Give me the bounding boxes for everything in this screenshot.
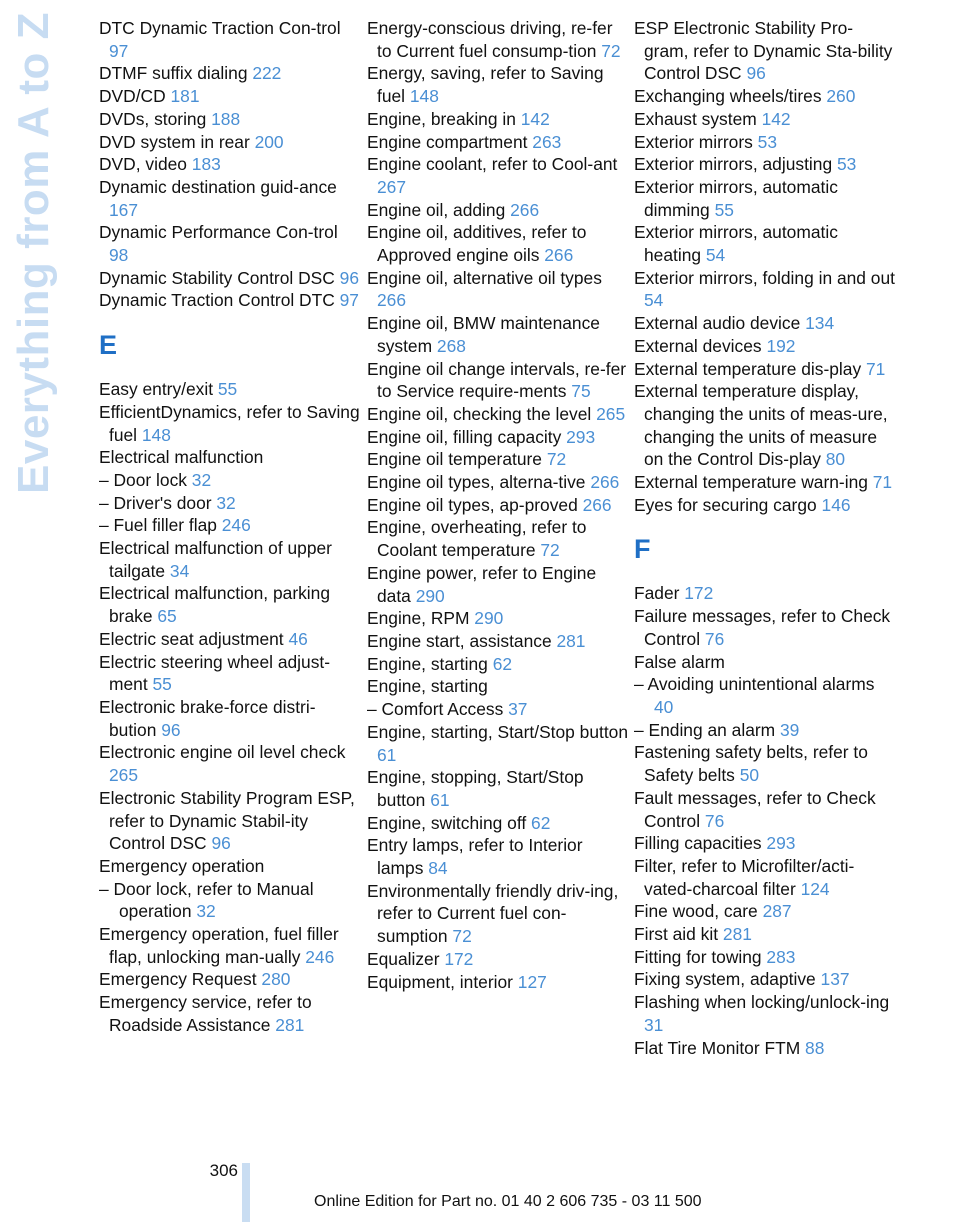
page-reference-link[interactable]: 46 — [288, 628, 308, 649]
page-reference-link[interactable]: 61 — [430, 789, 450, 810]
index-entry — [367, 108, 629, 131]
page-reference-link[interactable]: 37 — [508, 699, 528, 720]
page-reference-link[interactable]: 96 — [161, 719, 181, 740]
index-entry — [634, 1037, 896, 1060]
index-entry — [634, 605, 896, 650]
page-reference-link[interactable]: 281 — [722, 924, 752, 945]
page-reference-link[interactable]: 84 — [428, 858, 448, 879]
index-entry — [634, 900, 896, 923]
index-entry-text: Electric seat adjustment — [99, 628, 289, 649]
index-column-3 — [634, 17, 896, 1059]
index-entry — [634, 946, 896, 969]
index-entry-text: Flashing when locking/unlock-ing — [634, 992, 890, 1013]
index-entry — [634, 651, 896, 674]
index-entry-text: Fault messages, refer to Check Control — [634, 787, 876, 831]
index-entry — [367, 358, 629, 403]
page-reference-link[interactable]: 283 — [766, 946, 796, 967]
index-entry-text: Dynamic Stability Control DSC — [99, 267, 340, 288]
index-entry — [99, 878, 361, 923]
index-entry — [99, 131, 361, 154]
index-entry — [99, 968, 361, 991]
index-entry — [367, 471, 629, 494]
page-reference-link[interactable]: 98 — [109, 245, 129, 266]
index-entry-text: Emergency operation, fuel filler flap, unlocking man-ually — [99, 924, 339, 967]
index-entry-text: Engine start, assistance — [367, 630, 557, 651]
page-reference-link[interactable]: 50 — [739, 765, 760, 786]
index-entry-text: Engine, RPM — [367, 608, 475, 629]
index-entry-text: Fine wood, care — [634, 901, 763, 922]
index-entry — [634, 471, 896, 494]
page-reference-link[interactable]: 246 — [221, 515, 251, 536]
index-entry-text: External audio device — [634, 313, 806, 334]
index-entry-text: Failure messages, refer to Check Control — [634, 606, 891, 649]
index-entry — [99, 537, 361, 582]
index-entry — [367, 131, 629, 154]
page-reference-link[interactable]: 76 — [704, 628, 725, 649]
page-reference-link[interactable]: 148 — [141, 424, 171, 445]
index-entry-text: – Door lock — [99, 469, 192, 490]
index-entry-text: Engine, starting, Start/Stop button — [367, 721, 629, 742]
index-entry — [367, 812, 629, 835]
index-entry-text: Emergency Request — [99, 969, 262, 990]
index-entry — [367, 721, 629, 766]
page-reference-link[interactable]: 55 — [714, 199, 734, 220]
page-reference-link[interactable]: 31 — [644, 1014, 664, 1035]
index-entry-text: DVD, video — [99, 154, 192, 175]
page-reference-link[interactable]: 65 — [157, 606, 177, 627]
index-list-e-end — [634, 17, 896, 516]
index-entry — [367, 312, 629, 357]
index-entry-text: Energy-conscious driving, re-fer to Current fuel consump-tion — [367, 18, 613, 61]
page-reference-link[interactable]: 200 — [254, 131, 284, 152]
index-entry — [99, 696, 361, 741]
index-entry-text: Filling capacities — [634, 833, 767, 854]
index-list-e-continued — [367, 17, 629, 993]
index-entry — [99, 17, 361, 62]
index-entry-text: External devices — [634, 335, 767, 356]
index-entry — [99, 378, 361, 401]
index-entry-text: Engine, switching off — [367, 812, 532, 833]
index-entry — [99, 991, 361, 1036]
index-entry-text: Flat Tire Monitor FTM — [634, 1037, 806, 1058]
page-reference-link[interactable]: 293 — [566, 426, 596, 447]
page-reference-link[interactable]: 167 — [109, 199, 139, 220]
index-entry — [634, 719, 896, 742]
page-reference-link[interactable]: 55 — [152, 674, 172, 695]
page-reference-link[interactable]: 287 — [762, 901, 792, 922]
page-reference-link[interactable]: 281 — [275, 1014, 305, 1035]
index-entry-text: External temperature dis-play — [634, 358, 866, 379]
page-reference-link[interactable]: 71 — [865, 358, 886, 379]
page-reference-link[interactable]: 124 — [800, 878, 830, 899]
index-entry — [99, 514, 361, 537]
index-entry — [99, 289, 361, 312]
page-reference-link[interactable]: 222 — [252, 63, 282, 84]
page-reference-link[interactable]: 88 — [805, 1037, 825, 1058]
index-entry — [367, 199, 629, 222]
index-entry — [634, 991, 896, 1036]
index-entry-text: ESP Electronic Stability Pro-gram, refer to Dynamic Sta-bility Control DSC — [634, 18, 893, 84]
index-column-1 — [99, 17, 361, 1037]
index-entry — [99, 923, 361, 968]
index-entry — [367, 766, 629, 811]
index-entry — [99, 446, 361, 469]
side-section-title — [4, 0, 64, 494]
index-entry-text: Engine oil, checking the level — [367, 403, 597, 424]
page-reference-link[interactable]: 72 — [601, 40, 621, 61]
index-entry — [634, 673, 896, 718]
page-reference-link[interactable]: 62 — [531, 812, 551, 833]
index-list-e — [99, 378, 361, 1036]
index-entry — [99, 651, 361, 696]
index-column-2 — [367, 17, 629, 993]
page-reference-link[interactable]: 71 — [872, 472, 893, 493]
index-entry — [634, 131, 896, 154]
page-reference-link[interactable]: 266 — [544, 245, 574, 266]
index-entry-text: Engine oil change intervals, re-fer to Service require-ments — [367, 358, 627, 402]
index-entry-text: Electronic engine oil level check — [99, 742, 346, 763]
page-reference-link[interactable]: 172 — [684, 583, 714, 604]
index-entry-text: Fitting for towing — [634, 946, 767, 967]
index-entry — [99, 153, 361, 176]
footer-edition-text: Online Edition for Part no. 01 40 2 606 735 - 03 11 500 — [314, 1193, 702, 1210]
page-reference-link[interactable]: 32 — [191, 469, 212, 490]
index-entry — [634, 267, 896, 312]
page-reference-link[interactable]: 53 — [836, 154, 857, 175]
index-entry-text: Electrical malfunction — [99, 447, 264, 468]
index-entry-text: DVD/CD — [99, 86, 171, 107]
page-reference-link[interactable]: 134 — [805, 313, 835, 334]
page-reference-link[interactable]: 72 — [452, 926, 472, 947]
index-entry-text: – Fuel filler flap — [99, 515, 222, 536]
page-reference-link[interactable]: 54 — [705, 245, 726, 266]
page-reference-link[interactable]: 172 — [444, 948, 474, 969]
index-entry-text: External temperature display, changing the units of meas-ure, changing the units of measure on the Control Dis-play — [634, 381, 888, 470]
page-reference-link[interactable]: 34 — [169, 560, 190, 581]
index-entry — [367, 221, 629, 266]
index-entry-text: Fastening safety belts, refer to Safety belts — [634, 742, 868, 786]
page-reference-link[interactable]: 127 — [517, 971, 547, 992]
page-reference-link[interactable]: 267 — [377, 176, 407, 197]
index-entry — [634, 787, 896, 832]
index-entry-text: Engine power, refer to Engine data — [367, 562, 597, 606]
page-reference-link[interactable]: 96 — [339, 267, 359, 288]
index-entry — [367, 653, 629, 676]
index-entry-text: Engine oil types, alterna-tive — [367, 472, 591, 493]
index-entry — [99, 401, 361, 446]
index-entry-text: Dynamic Traction Control DTC — [99, 290, 340, 311]
index-entry — [634, 85, 896, 108]
index-entry-text: Fixing system, adaptive — [634, 969, 821, 990]
index-entry-text: DVDs, storing — [99, 108, 212, 129]
section-letter-e: E — [99, 330, 118, 361]
index-entry-text: Eyes for securing cargo — [634, 494, 822, 515]
page-reference-link[interactable]: 96 — [746, 63, 766, 84]
index-entry — [99, 85, 361, 108]
index-entry-text: Fader — [634, 583, 685, 604]
side-title-text: Everything from A to Z — [9, 12, 58, 494]
page-reference-link[interactable]: 266 — [590, 472, 620, 493]
index-entry — [367, 426, 629, 449]
index-entry-text: Electrical malfunction of upper tailgate — [99, 538, 332, 581]
index-entry-text: Exterior mirrors — [634, 131, 758, 152]
index-entry — [99, 855, 361, 878]
index-entry-text: Exhaust system — [634, 108, 762, 129]
index-entry — [99, 492, 361, 515]
page-reference-link[interactable]: 72 — [546, 449, 567, 470]
index-entry-text: DTMF suffix dialing — [99, 63, 253, 84]
index-entry-text: Energy, saving, refer to Saving fuel — [367, 63, 604, 107]
page-number-bar — [242, 1163, 250, 1222]
page-reference-link[interactable]: 96 — [211, 833, 231, 854]
index-entry — [634, 358, 896, 381]
index-entry — [99, 176, 361, 221]
index-entry-text: Engine oil, adding — [367, 199, 511, 220]
page-reference-link[interactable]: 266 — [377, 290, 407, 311]
index-entry — [634, 312, 896, 335]
index-entry — [634, 582, 896, 605]
index-entry-text: First aid kit — [634, 924, 723, 945]
index-entry — [99, 62, 361, 85]
page-reference-link[interactable]: 265 — [109, 765, 139, 786]
index-entry-text: Engine coolant, refer to Cool-ant — [367, 154, 618, 175]
page-reference-link[interactable]: 54 — [644, 290, 664, 311]
page-reference-link[interactable]: 268 — [436, 335, 466, 356]
index-entry — [634, 108, 896, 131]
index-entry — [634, 494, 896, 517]
page-reference-link[interactable]: 32 — [216, 492, 236, 513]
page-reference-link[interactable]: 62 — [492, 653, 513, 674]
index-entry — [634, 968, 896, 991]
page-reference-link[interactable]: 266 — [582, 494, 612, 515]
index-entry-text: Engine, stopping, Start/Stop button — [367, 767, 584, 810]
page-reference-link[interactable]: 40 — [654, 696, 674, 717]
page-reference-link[interactable]: 266 — [510, 199, 540, 220]
page-reference-link[interactable]: 281 — [556, 630, 586, 651]
index-entry — [367, 880, 629, 948]
page-reference-link[interactable]: 265 — [596, 403, 626, 424]
index-entry-text: DVD system in rear — [99, 131, 255, 152]
index-entry — [367, 834, 629, 879]
index-entry-text: EfficientDynamics, refer to Saving fuel — [99, 401, 360, 445]
index-entry-text: Equalizer — [367, 948, 445, 969]
index-entry — [99, 267, 361, 290]
index-entry — [367, 17, 629, 62]
index-entry-text: Exterior mirrors, automatic dimming — [634, 176, 838, 220]
index-list-f — [634, 582, 896, 1059]
index-entry-text: Engine, overheating, refer to Coolant temperature — [367, 517, 587, 561]
index-entry-text: Engine oil, filling capacity — [367, 426, 567, 447]
index-entry-text: Dynamic destination guid-ance — [99, 176, 337, 197]
index-entry-text: Entry lamps, refer to Interior lamps — [367, 835, 583, 879]
page-reference-link[interactable]: 55 — [217, 379, 238, 400]
index-entry — [99, 628, 361, 651]
page-reference-link[interactable]: 97 — [339, 290, 359, 311]
page-reference-link[interactable]: 280 — [261, 969, 291, 990]
index-entry — [634, 17, 896, 85]
page-reference-link[interactable]: 75 — [571, 381, 591, 402]
index-entry-text: Engine oil, BMW maintenance system — [367, 313, 600, 356]
page-reference-link[interactable]: 142 — [761, 108, 791, 129]
index-entry — [99, 787, 361, 855]
index-entry — [634, 855, 896, 900]
index-entry-text: Exterior mirrors, automatic heating — [634, 222, 838, 266]
index-entry — [634, 221, 896, 266]
page-reference-link[interactable]: 148 — [409, 86, 439, 107]
index-entry — [367, 494, 629, 517]
index-entry — [367, 448, 629, 471]
index-entry — [367, 948, 629, 971]
index-entry-text: Emergency service, refer to Roadside Assistance — [99, 992, 312, 1035]
index-entry — [367, 516, 629, 561]
index-entry-text: False alarm — [634, 651, 725, 672]
page-reference-link[interactable]: 260 — [826, 86, 856, 107]
page-reference-link[interactable]: 290 — [474, 608, 504, 629]
page-reference-link[interactable]: 137 — [820, 969, 850, 990]
page-reference-link[interactable]: 39 — [779, 719, 800, 740]
page-reference-link[interactable]: 146 — [821, 494, 851, 515]
page-reference-link[interactable]: 32 — [196, 901, 216, 922]
index-entry-text: Emergency operation — [99, 855, 265, 876]
index-entry — [367, 675, 629, 698]
page-reference-link[interactable]: 290 — [415, 585, 445, 606]
index-entry — [634, 923, 896, 946]
index-list-d — [99, 17, 361, 312]
index-entry — [99, 469, 361, 492]
index-entry — [367, 62, 629, 107]
page-reference-link[interactable]: 293 — [766, 833, 796, 854]
index-entry-text: Equipment, interior — [367, 971, 518, 992]
index-entry-text: External temperature warn-ing — [634, 472, 873, 493]
index-entry-text: – Driver's door — [99, 492, 217, 513]
index-entry — [367, 403, 629, 426]
index-entry-text: Easy entry/exit — [99, 379, 218, 400]
index-entry-text: – Comfort Access — [367, 699, 509, 720]
index-entry-text: – Avoiding unintentional alarms — [634, 674, 875, 695]
index-entry-text: Filter, refer to Microfilter/acti-vated-charcoal filter — [634, 855, 855, 899]
index-entry-text: Electrical malfunction, parking brake — [99, 583, 331, 627]
page-reference-link[interactable]: 61 — [377, 744, 397, 765]
index-entry — [634, 153, 896, 176]
index-entry-text: Dynamic Performance Con-trol — [99, 222, 338, 243]
index-entry — [634, 176, 896, 221]
index-entry — [99, 741, 361, 786]
page-reference-link[interactable]: 97 — [109, 40, 129, 61]
index-entry — [634, 335, 896, 358]
index-entry — [367, 562, 629, 607]
index-entry-text: Engine oil types, ap-proved — [367, 494, 583, 515]
index-entry-text: Engine oil temperature — [367, 449, 547, 470]
page-reference-link[interactable]: 80 — [825, 449, 846, 470]
page-reference-link[interactable]: 53 — [757, 131, 778, 152]
page-reference-link[interactable]: 192 — [766, 335, 796, 356]
index-entry-text: DTC Dynamic Traction Con-trol — [99, 18, 341, 38]
index-entry-text: Engine, starting — [367, 653, 493, 674]
index-entry-text: Electronic Stability Program ESP, refer to Dynamic Stabil-ity Control DSC — [99, 787, 355, 854]
index-entry — [367, 607, 629, 630]
index-entry-text: Engine, breaking in — [367, 108, 521, 129]
index-entry-text: Electric steering wheel adjust-ment — [99, 651, 331, 695]
index-entry-text: Exterior mirrors, folding in and out — [634, 267, 895, 288]
index-entry — [367, 971, 629, 994]
index-entry — [99, 221, 361, 266]
index-entry — [99, 108, 361, 131]
index-entry-text: Engine compartment — [367, 131, 533, 152]
index-entry — [367, 698, 629, 721]
index-entry-text: Engine oil, additives, refer to Approved engine oils — [367, 222, 587, 266]
index-entry-text: Exchanging wheels/tires — [634, 86, 827, 107]
index-entry — [634, 380, 896, 471]
index-entry — [367, 267, 629, 312]
page-reference-link[interactable]: 183 — [191, 154, 221, 175]
index-entry-text: Electronic brake-force distri-bution — [99, 696, 316, 740]
index-entry — [99, 582, 361, 627]
page-reference-link[interactable]: 72 — [540, 540, 560, 561]
index-entry-text: Environmentally friendly driv-ing, refer to Current fuel con-sumption — [367, 880, 619, 947]
page-reference-link[interactable]: 188 — [211, 108, 241, 129]
page-reference-link[interactable]: 246 — [305, 946, 335, 967]
section-letter-f: F — [634, 534, 651, 565]
index-entry — [367, 630, 629, 653]
index-entry — [634, 741, 896, 786]
index-entry — [367, 153, 629, 198]
page-reference-link[interactable]: 142 — [520, 108, 550, 129]
index-entry-text: Engine oil, alternative oil types — [367, 267, 602, 288]
page-number: 306 — [209, 1161, 238, 1180]
index-entry-text: Engine, starting — [367, 676, 488, 697]
page-reference-link[interactable]: 181 — [170, 86, 200, 107]
index-entry-text: – Ending an alarm — [634, 719, 780, 740]
page-reference-link[interactable]: 76 — [704, 810, 725, 831]
index-entry — [634, 832, 896, 855]
page-reference-link[interactable]: 263 — [532, 131, 562, 152]
index-entry-text: Exterior mirrors, adjusting — [634, 154, 837, 175]
index-entry-text: – Door lock, refer to Manual operation — [99, 878, 314, 922]
